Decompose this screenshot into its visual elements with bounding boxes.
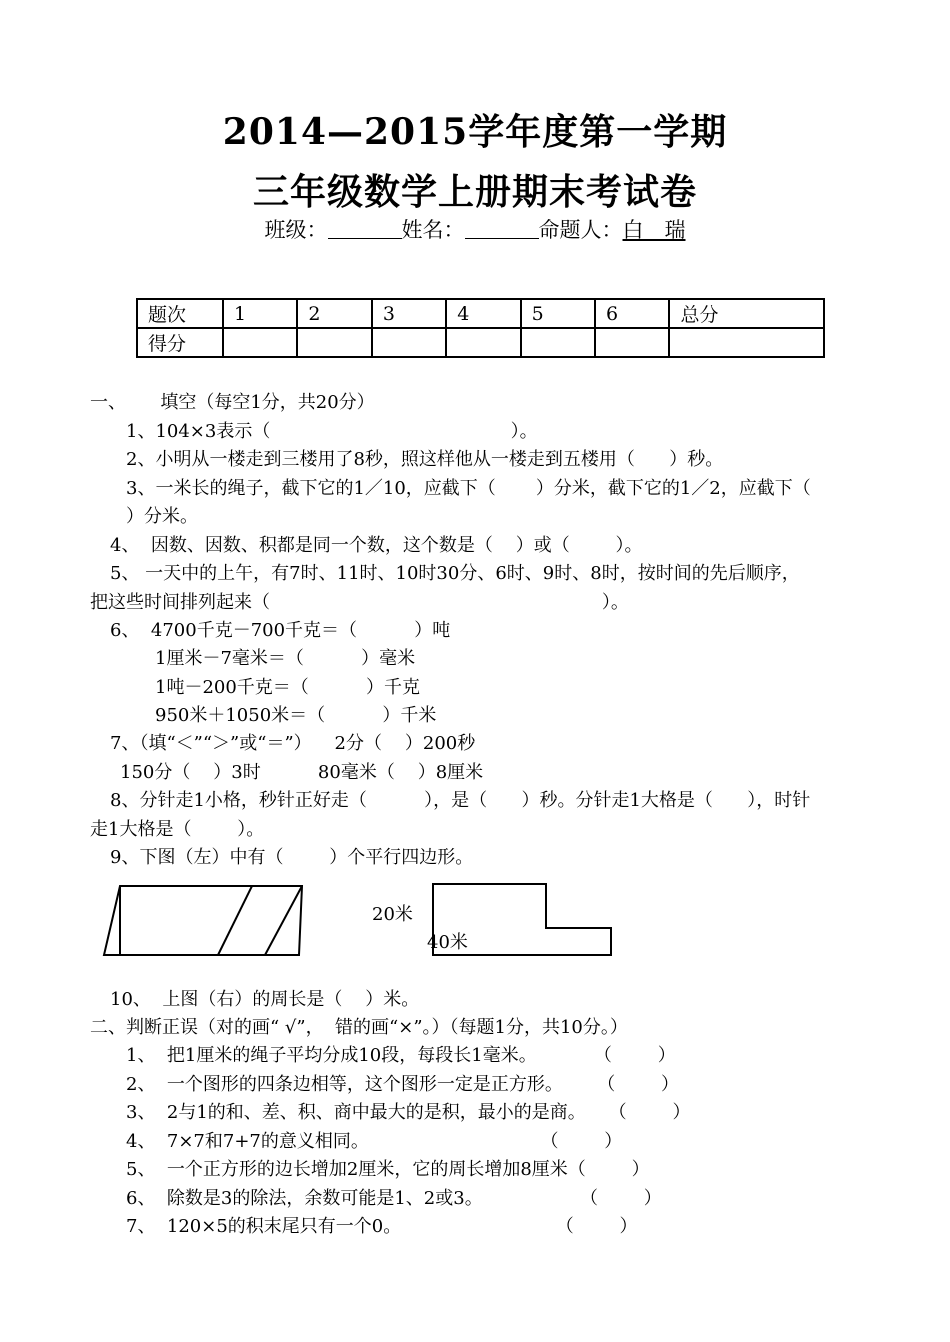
score-cell[interactable] (372, 328, 446, 357)
score-cell[interactable] (595, 328, 669, 357)
score-table (136, 298, 825, 358)
judge-item: 1、 把1厘米的绳子平均分成10段，每段长1毫米。 （ ） (126, 1045, 676, 1066)
exam-title-line1: 2014—2015学年度第一学期 (222, 111, 728, 153)
student-info-line (0, 214, 950, 244)
exam-title-line2: 三年级数学上册期末考试卷 (252, 171, 697, 213)
judge-item: 7、 120×5的积末尾只有一个0。 （ ） (126, 1216, 638, 1237)
question-4: 4、 因数、因数、积都是同一个数，这个数是（ ）或（ ）。 (110, 535, 643, 556)
question-3-line2: ）分米。 (126, 506, 198, 527)
score-header-cell: 总分 (669, 299, 824, 328)
section2-heading: 二、判断正误（对的画“ √”， 错的画“×”。）（每题1分，共10分。） (90, 1017, 628, 1038)
question-1: 1、104×3表示（ ）。 (126, 421, 538, 442)
question-6-line2: 1厘米－7毫米＝（ ）毫米 (155, 648, 416, 669)
judge-item: 6、 除数是3的除法，余数可能是1、2或3。 （ ） (126, 1188, 662, 1209)
question-5-line2: 把这些时间排列起来（ ）。 (90, 592, 629, 613)
question-9: 9、下图（左）中有（ ）个平行四边形。 (110, 847, 474, 868)
score-cell[interactable] (669, 328, 824, 357)
question-3-line1: 3、一米长的绳子，截下它的1／10，应截下（ ）分米，截下它的1／2，应截下（ (126, 478, 811, 499)
score-header-cell: 5 (521, 299, 595, 328)
question-6-line3: 1吨－200千克＝（ ）千克 (155, 677, 421, 698)
outer-shape (104, 886, 302, 955)
judge-item: 3、 2与1的和、差、积、商中最大的是积，最小的是商。 （ ） (126, 1102, 691, 1123)
slant-divider-2 (265, 886, 302, 955)
question-10: 10、 上图（右）的周长是（ ）米。 (110, 989, 420, 1010)
question-7-line2: 150分（ ）3时 80毫米（ ）8厘米 (120, 762, 484, 783)
class-blank[interactable] (328, 220, 402, 239)
figure-label-40m: 40米 (427, 932, 468, 953)
score-table-header-row (137, 299, 824, 328)
question-2: 2、小明从一楼走到三楼用了8秒，照这样他从一楼走到五楼用（ ）秒。 (126, 449, 724, 470)
score-cell[interactable] (446, 328, 520, 357)
score-cell[interactable] (521, 328, 595, 357)
section1-heading: 一、 填空（每空1分，共20分） (90, 392, 375, 413)
question-8-line2: 走1大格是（ ）。 (90, 819, 265, 840)
score-table-score-row (137, 328, 824, 357)
score-cell[interactable] (223, 328, 297, 357)
author-name: 白 瑞 (622, 218, 686, 242)
question-6-line1: 6、 4700千克－700千克＝（ ）吨 (110, 620, 451, 641)
score-row-label: 得分 (137, 328, 223, 357)
question-5-line1: 5、 一天中的上午，有7时、11时、10时30分、6时、9时、8时，按时间的先后顺序， (110, 563, 800, 584)
score-header-cell: 3 (372, 299, 446, 328)
judge-item: 4、 7×7和7+7的意义相同。 （ ） (126, 1131, 623, 1152)
score-header-cell: 1 (223, 299, 297, 328)
judge-item: 5、 一个正方形的边长增加2厘米，它的周长增加8厘米（ ） (126, 1159, 650, 1180)
name-blank[interactable] (465, 220, 539, 239)
author-label: 命题人： (538, 218, 623, 242)
score-header-cell: 2 (297, 299, 371, 328)
figure-label-20m: 20米 (372, 904, 413, 925)
class-label: 班级： (264, 218, 328, 242)
score-header-cell: 题次 (137, 299, 223, 328)
slant-divider-1 (218, 886, 252, 955)
score-header-cell: 6 (595, 299, 669, 328)
question-7-line1: 7、（填“＜”“＞”或“＝”） 2分（ ）200秒 (110, 733, 476, 754)
question-8-line1: 8、分针走1小格，秒针正好走（ ），是（ ）秒。分针走1大格是（ ），时针 (110, 790, 811, 811)
question-6-line4: 950米＋1050米＝（ ）千米 (155, 705, 437, 726)
score-cell[interactable] (297, 328, 371, 357)
parallelogram-figure (100, 880, 310, 960)
score-header-cell: 4 (446, 299, 520, 328)
judge-item: 2、 一个图形的四条边相等，这个图形一定是正方形。 （ ） (126, 1074, 679, 1095)
name-label: 姓名： (401, 218, 465, 242)
